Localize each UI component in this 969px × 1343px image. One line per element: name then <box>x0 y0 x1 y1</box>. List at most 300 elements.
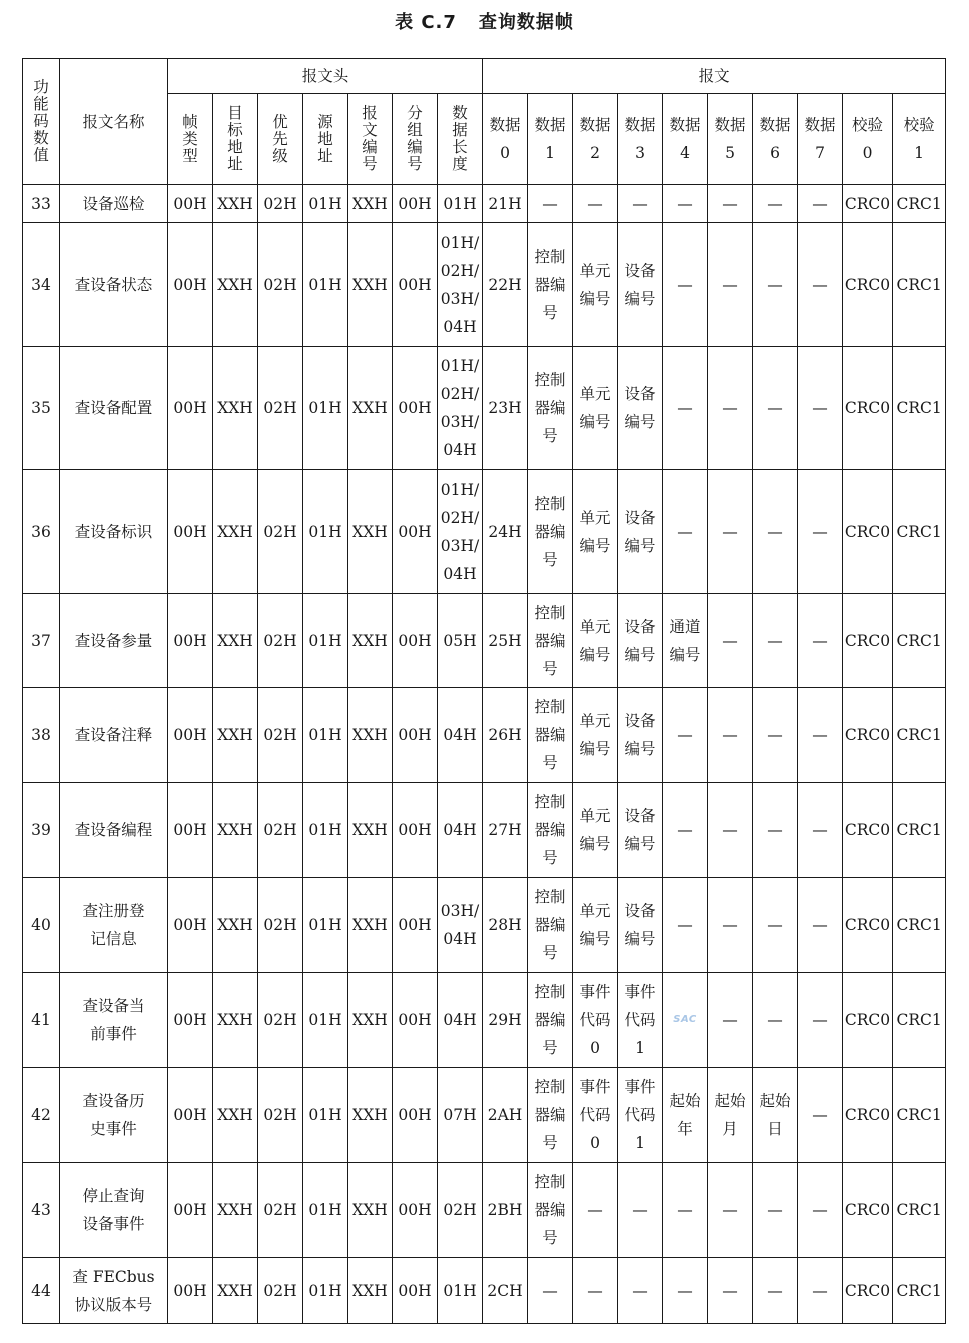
cell-data-text: 起始 日 <box>759 1092 791 1138</box>
cell-head <box>348 470 393 594</box>
cell-head <box>303 973 348 1068</box>
header-body-col-label: 校验 0 <box>852 116 884 162</box>
cell-data <box>893 783 946 878</box>
cell-data-text: — <box>812 522 828 541</box>
cell-head <box>438 783 483 878</box>
cell-data <box>798 185 843 223</box>
cell-data <box>708 783 753 878</box>
cell-head-text: 01H/ 02H/ 03H/ 04H <box>440 233 480 336</box>
header-group-body: 报文 <box>698 67 730 85</box>
cell-name-text: 查设备注释 <box>74 726 153 744</box>
cell-data <box>663 1163 708 1258</box>
cell-head-text: XXH <box>352 399 388 417</box>
cell-data <box>618 878 663 973</box>
cell-head-text: 02H <box>263 821 297 839</box>
cell-head <box>168 783 213 878</box>
cell-data <box>893 973 946 1068</box>
cell-data <box>483 973 528 1068</box>
cell-data-text: 2AH <box>487 1106 523 1124</box>
cell-data <box>483 347 528 470</box>
cell-head-text: 05H <box>443 631 477 650</box>
cell-head <box>168 594 213 688</box>
cell-data <box>798 470 843 594</box>
cell-data-text: 控制 器编 号 <box>534 698 566 772</box>
cell-data-text: — <box>767 821 783 839</box>
cell-data <box>528 1068 573 1163</box>
query-frame-table <box>22 58 946 1324</box>
cell-data <box>618 223 663 347</box>
cell-head <box>438 223 483 347</box>
cell-head <box>348 223 393 347</box>
cell-data-text: — <box>767 1281 783 1300</box>
cell-data-text: CRC1 <box>896 275 942 294</box>
cell-func-code <box>23 1068 60 1163</box>
cell-data <box>663 185 708 223</box>
cell-data-text: — <box>677 821 693 839</box>
cell-data-text: 控制 器编 号 <box>534 247 566 322</box>
cell-data-text: — <box>767 726 783 744</box>
cell-head <box>438 1258 483 1324</box>
header-head-col <box>303 94 348 185</box>
cell-data-text: 单元 编号 <box>579 617 611 664</box>
cell-head <box>393 594 438 688</box>
cell-name-text: 设备巡检 <box>82 194 145 213</box>
table-row <box>23 223 946 347</box>
cell-data-text: — <box>812 1106 828 1124</box>
cell-head-text: 00H <box>173 1281 207 1300</box>
cell-data-text: 22H <box>488 275 522 294</box>
cell-data <box>843 688 893 783</box>
header-body-col <box>663 94 708 185</box>
cell-data-text: 控制 器编 号 <box>534 1173 566 1247</box>
cell-head-text: 01H <box>443 194 477 213</box>
cell-head <box>393 1258 438 1324</box>
cell-head-text: 00H <box>398 821 432 839</box>
cell-data-text: CRC0 <box>844 399 891 417</box>
cell-name <box>60 347 168 470</box>
cell-name <box>60 470 168 594</box>
cell-data <box>753 594 798 688</box>
cell-head <box>213 185 258 223</box>
cell-func-code-text: 43 <box>31 1201 51 1219</box>
cell-data <box>708 1068 753 1163</box>
cell-data <box>573 1068 618 1163</box>
cell-head <box>348 973 393 1068</box>
cell-data-text: — <box>722 194 738 213</box>
cell-data-text: 事件 代码 0 <box>579 1078 611 1152</box>
cell-data-text: — <box>767 631 783 650</box>
cell-head-text: XXH <box>217 522 253 541</box>
cell-data-text: 21H <box>488 194 522 213</box>
table-row <box>23 185 946 223</box>
cell-head <box>258 1163 303 1258</box>
header-body-col <box>843 94 893 185</box>
cell-data <box>843 1258 893 1324</box>
cell-data <box>528 594 573 688</box>
cell-data <box>573 973 618 1068</box>
cell-name <box>60 1163 168 1258</box>
cell-data-text: — <box>677 399 693 417</box>
cell-data-text: 单元 编号 <box>579 385 611 431</box>
cell-data <box>843 1068 893 1163</box>
cell-head-text: 01H <box>308 726 342 744</box>
header-body-col-label: 数据 4 <box>669 116 701 162</box>
cell-watermark <box>663 973 708 1068</box>
cell-head <box>393 973 438 1068</box>
cell-head <box>348 1068 393 1163</box>
cell-func-code-text: 42 <box>31 1106 51 1124</box>
header-body-col <box>528 94 573 185</box>
cell-data <box>573 185 618 223</box>
cell-data <box>483 594 528 688</box>
cell-data-text: CRC0 <box>844 1281 891 1300</box>
cell-head-text: 01H <box>308 821 342 839</box>
cell-head <box>168 223 213 347</box>
table-row <box>23 688 946 783</box>
cell-head <box>348 594 393 688</box>
cell-head-text: XXH <box>217 1281 253 1300</box>
cell-data <box>528 470 573 594</box>
cell-head <box>303 1068 348 1163</box>
cell-data-text: CRC1 <box>896 916 942 934</box>
cell-data <box>528 347 573 470</box>
cell-name-text: 查设备标识 <box>74 522 153 541</box>
cell-head-text: 00H <box>173 275 207 294</box>
cell-data-text: 事件 代码 0 <box>579 983 611 1057</box>
cell-data <box>753 1163 798 1258</box>
cell-data-text: — <box>677 1201 693 1219</box>
cell-data-text: — <box>812 275 828 294</box>
cell-head-text: XXH <box>352 821 388 839</box>
cell-data <box>843 973 893 1068</box>
cell-data-text: CRC1 <box>896 1201 942 1219</box>
header-head-col-label: 源 地 址 <box>317 112 333 165</box>
cell-head <box>303 1258 348 1324</box>
header-body-col-label: 数据 0 <box>489 116 521 162</box>
cell-head <box>168 470 213 594</box>
cell-data <box>663 347 708 470</box>
cell-head <box>393 783 438 878</box>
header-head-col <box>438 94 483 185</box>
cell-head <box>303 185 348 223</box>
cell-data-text: — <box>812 821 828 839</box>
cell-head <box>213 1258 258 1324</box>
cell-func-code-text: 36 <box>31 522 51 541</box>
cell-head-text: 00H <box>173 631 207 650</box>
cell-head <box>393 688 438 783</box>
cell-data <box>798 594 843 688</box>
cell-func-code <box>23 783 60 878</box>
cell-head <box>213 594 258 688</box>
cell-data-text: 事件 代码 1 <box>624 983 656 1057</box>
cell-func-code-text: 44 <box>31 1281 51 1300</box>
header-body-col-label: 数据 7 <box>804 116 836 162</box>
cell-head-text: XXH <box>352 194 388 213</box>
cell-data-text: 设备 编号 <box>624 385 656 431</box>
cell-head-text: 00H <box>398 726 432 744</box>
cell-data <box>708 185 753 223</box>
header-head-col <box>258 94 303 185</box>
cell-data <box>708 470 753 594</box>
cell-data-text: — <box>722 631 738 650</box>
cell-head <box>393 470 438 594</box>
header-body-col-label: 数据 3 <box>624 116 656 162</box>
cell-head-text: 01H <box>308 1201 342 1219</box>
cell-data-text: — <box>587 1201 603 1219</box>
cell-data <box>708 1258 753 1324</box>
table-row <box>23 1068 946 1163</box>
cell-head <box>438 594 483 688</box>
cell-head-text: XXH <box>217 399 253 417</box>
cell-head <box>213 223 258 347</box>
header-body-col <box>618 94 663 185</box>
cell-data <box>798 1163 843 1258</box>
cell-data <box>893 1163 946 1258</box>
cell-head-text: 00H <box>173 726 207 744</box>
cell-data-text: 24H <box>488 522 522 541</box>
cell-name <box>60 973 168 1068</box>
cell-data-text: 控制 器编 号 <box>534 888 566 962</box>
cell-name <box>60 1258 168 1324</box>
cell-head <box>213 783 258 878</box>
cell-data <box>663 223 708 347</box>
cell-data <box>573 783 618 878</box>
cell-data <box>798 783 843 878</box>
cell-func-code <box>23 470 60 594</box>
cell-head <box>348 688 393 783</box>
cell-head-text: XXH <box>352 522 388 541</box>
header-body-col-label: 校验 1 <box>903 116 935 162</box>
cell-head <box>213 688 258 783</box>
cell-data <box>528 973 573 1068</box>
table-row <box>23 347 946 470</box>
table-row <box>23 1163 946 1258</box>
cell-func-code <box>23 973 60 1068</box>
cell-head <box>303 878 348 973</box>
header-head-col-label: 数 据 长 度 <box>452 104 468 173</box>
table-row <box>23 1258 946 1324</box>
cell-data-text: 2CH <box>487 1281 523 1300</box>
cell-func-code-text: 37 <box>31 631 51 650</box>
cell-head-text: 00H <box>173 194 207 213</box>
cell-data <box>753 1068 798 1163</box>
cell-name-text: 停止查询 设备事件 <box>82 1187 145 1233</box>
cell-head-text: XXH <box>217 275 253 294</box>
cell-head-text: 02H <box>263 275 297 294</box>
cell-data <box>753 973 798 1068</box>
cell-data <box>708 223 753 347</box>
cell-data <box>483 783 528 878</box>
cell-data-text: 27H <box>488 821 522 839</box>
cell-data-text: 单元 编号 <box>579 712 611 758</box>
cell-data <box>483 223 528 347</box>
header-head-col <box>393 94 438 185</box>
cell-data-text: — <box>722 522 738 541</box>
cell-data <box>843 783 893 878</box>
cell-head-text: 02H <box>443 1201 477 1219</box>
cell-head-text: 00H <box>398 194 432 213</box>
cell-head-text: XXH <box>217 726 253 744</box>
table-row <box>23 470 946 594</box>
cell-data <box>753 878 798 973</box>
cell-head-text: 02H <box>263 916 297 934</box>
table-row <box>23 878 946 973</box>
cell-data <box>843 185 893 223</box>
cell-head-text: XXH <box>352 1011 388 1029</box>
cell-data-text: 控制 器编 号 <box>534 371 566 445</box>
cell-data <box>663 783 708 878</box>
cell-data <box>663 688 708 783</box>
cell-data-text: 29H <box>488 1011 522 1029</box>
cell-data-text: 设备 编号 <box>624 902 656 948</box>
cell-head-text: 01H <box>308 522 342 541</box>
cell-data <box>618 1163 663 1258</box>
cell-func-code-text: 39 <box>31 821 51 839</box>
cell-data-text: 控制 器编 号 <box>534 603 566 678</box>
cell-head-text: 01H <box>308 399 342 417</box>
cell-func-code <box>23 688 60 783</box>
cell-head-text: 02H <box>263 1201 297 1219</box>
cell-data <box>753 783 798 878</box>
cell-data-text: — <box>632 1281 648 1300</box>
cell-data-text: 控制 器编 号 <box>534 793 566 867</box>
cell-data <box>893 1068 946 1163</box>
cell-data <box>618 688 663 783</box>
cell-data-text: CRC0 <box>844 1201 891 1219</box>
header-head-col <box>348 94 393 185</box>
header-head-col-label: 分 组 编 号 <box>407 104 423 173</box>
cell-head <box>348 185 393 223</box>
cell-name <box>60 688 168 783</box>
cell-data <box>843 223 893 347</box>
cell-data <box>528 1163 573 1258</box>
cell-data-text: 事件 代码 1 <box>624 1078 656 1152</box>
cell-data <box>663 878 708 973</box>
cell-data <box>893 688 946 783</box>
cell-head-text: XXH <box>217 1106 253 1124</box>
cell-name-text: 查设备当 前事件 <box>82 997 145 1043</box>
cell-head-text: 02H <box>263 399 297 417</box>
cell-data-text: 25H <box>488 631 522 650</box>
cell-data-text: CRC0 <box>844 631 891 650</box>
cell-head <box>258 470 303 594</box>
header-head-col <box>168 94 213 185</box>
cell-data <box>753 185 798 223</box>
cell-data <box>708 878 753 973</box>
cell-func-code-text: 34 <box>31 275 51 294</box>
cell-data-text: — <box>587 194 603 213</box>
cell-func-code <box>23 878 60 973</box>
cell-data <box>483 688 528 783</box>
cell-data-text: CRC0 <box>844 275 891 294</box>
header-body-col <box>798 94 843 185</box>
cell-data-text: — <box>722 821 738 839</box>
cell-data-text: — <box>677 916 693 934</box>
cell-head-text: 00H <box>398 1281 432 1300</box>
table-row <box>23 973 946 1068</box>
cell-head-text: XXH <box>352 726 388 744</box>
cell-data <box>798 878 843 973</box>
cell-name <box>60 223 168 347</box>
cell-func-code <box>23 594 60 688</box>
cell-data-text: — <box>722 275 738 294</box>
cell-data-text: CRC1 <box>896 1011 942 1029</box>
cell-data <box>573 594 618 688</box>
cell-head-text: 04H <box>443 726 477 744</box>
cell-head-text: 01H/ 02H/ 03H/ 04H <box>440 357 480 459</box>
watermark-logo: SAC <box>673 1014 697 1025</box>
cell-data <box>798 1068 843 1163</box>
cell-head <box>168 878 213 973</box>
cell-data <box>663 1258 708 1324</box>
header-body-col <box>483 94 528 185</box>
cell-head-text: 00H <box>398 1106 432 1124</box>
cell-data-text: — <box>677 275 693 294</box>
table-number: 表 C.7 <box>395 12 457 33</box>
cell-name-text: 查设备配置 <box>74 399 153 417</box>
cell-head <box>393 1163 438 1258</box>
cell-data <box>528 783 573 878</box>
cell-data-text: — <box>767 399 783 417</box>
table-row <box>23 783 946 878</box>
cell-head-text: 00H <box>173 916 207 934</box>
cell-data <box>893 1258 946 1324</box>
header-name: 报文名称 <box>82 112 145 131</box>
cell-head-text: XXH <box>217 821 253 839</box>
cell-head-text: 01H <box>308 631 342 650</box>
cell-head <box>438 1068 483 1163</box>
cell-head <box>258 594 303 688</box>
col-func-code <box>23 59 60 185</box>
cell-name-text: 查设备编程 <box>74 821 153 839</box>
cell-data <box>843 878 893 973</box>
cell-head-text: 07H <box>443 1106 477 1124</box>
cell-head-text: 01H <box>443 1281 477 1300</box>
cell-head-text: 02H <box>263 726 297 744</box>
cell-data-text: 2BH <box>487 1201 523 1219</box>
cell-data <box>893 185 946 223</box>
cell-head <box>438 185 483 223</box>
cell-data <box>618 470 663 594</box>
cell-head <box>168 1258 213 1324</box>
cell-data <box>798 973 843 1068</box>
cell-data-text: — <box>677 726 693 744</box>
cell-data-text: CRC0 <box>844 821 891 839</box>
cell-func-code-text: 33 <box>31 194 51 213</box>
cell-head-text: 00H <box>398 522 432 541</box>
header-body-col <box>893 94 946 185</box>
cell-head-text: XXH <box>352 1201 388 1219</box>
cell-data-text: — <box>812 1281 828 1300</box>
cell-data <box>528 1258 573 1324</box>
cell-data-text: — <box>722 1011 738 1029</box>
cell-head-text: 00H <box>173 522 207 541</box>
cell-data <box>483 1163 528 1258</box>
cell-data-text: — <box>677 522 693 541</box>
cell-data <box>618 594 663 688</box>
cell-head <box>303 347 348 470</box>
cell-data-text: CRC1 <box>896 631 942 650</box>
cell-data <box>753 223 798 347</box>
cell-head-text: 00H <box>173 1106 207 1124</box>
cell-data-text: — <box>812 1201 828 1219</box>
cell-data <box>843 470 893 594</box>
cell-data <box>663 470 708 594</box>
cell-head <box>258 347 303 470</box>
cell-head-text: 01H <box>308 1281 342 1300</box>
cell-data <box>663 1068 708 1163</box>
cell-data <box>798 223 843 347</box>
